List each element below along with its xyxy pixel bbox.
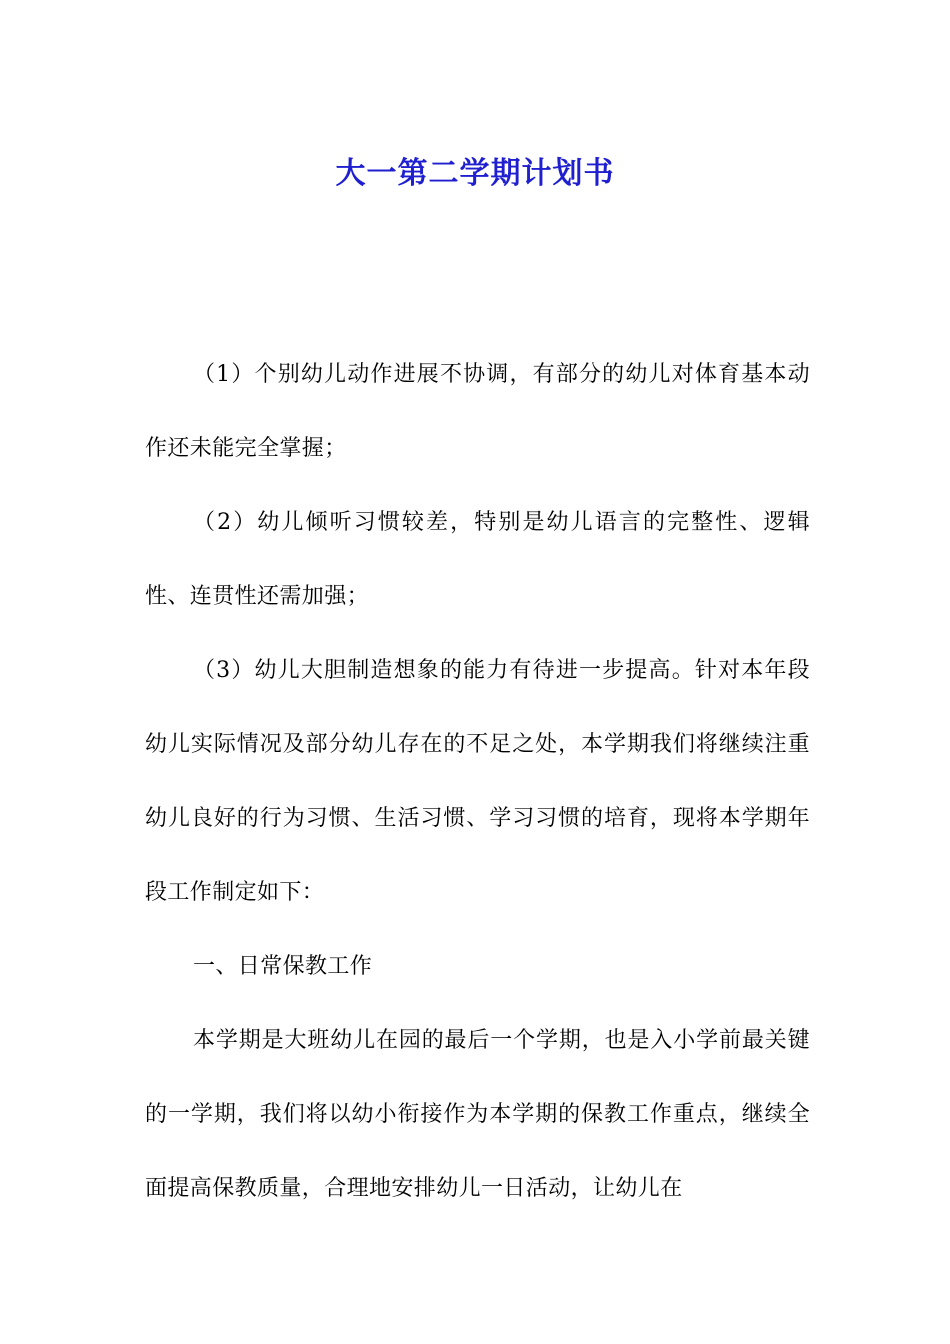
paragraph-2: （2）幼儿倾听习惯较差，特别是幼儿语言的完整性、逻辑性、连贯性还需加强； — [145, 510, 810, 609]
paragraph-1: （1）个别幼儿动作进展不协调，有部分的幼儿对体育基本动作还未能完全掌握； — [145, 362, 810, 461]
document-body — [145, 338, 810, 1226]
section-heading: 一、日常保教工作 — [193, 954, 373, 979]
paragraph-4: 本学期是大班幼儿在园的最后一个学期，也是入小学前最关键的一学期，我们将以幼小衔接作为本学期的保教工作重点，继续全面提高保教质量，合理地安排幼儿一日活动，让幼儿在 — [145, 1028, 810, 1201]
document-title: 大一第二学期计划书 — [335, 156, 615, 192]
paragraph-3: （3）幼儿大胆制造想象的能力有待进一步提高。针对本年段幼儿实际情况及部分幼儿存在的不足之处，本学期我们将继续注重幼儿良好的行为习惯、生活习惯、学习习惯的培育，现将本学期年段工作制定如下： — [145, 658, 810, 905]
